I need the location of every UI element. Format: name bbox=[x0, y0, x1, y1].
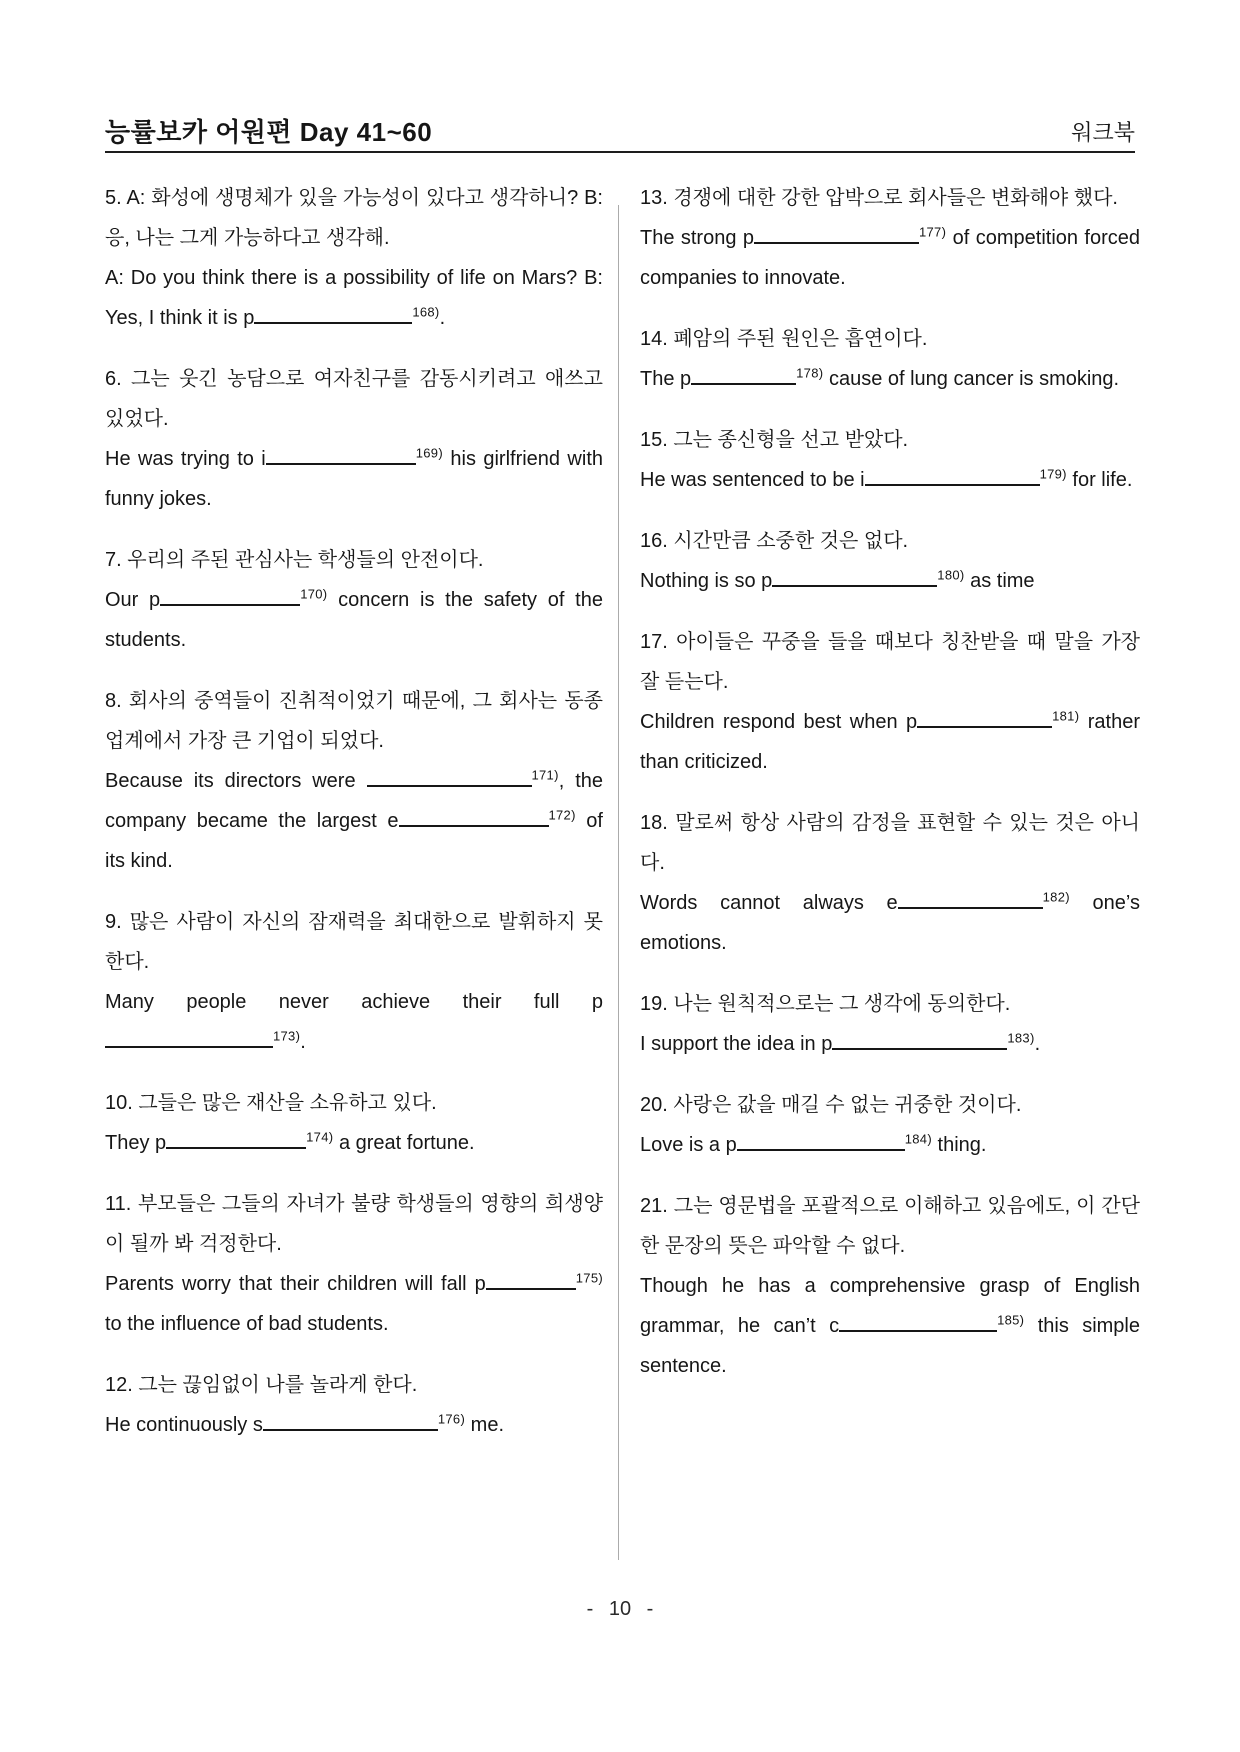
footnote-number: 185) bbox=[997, 1312, 1025, 1328]
english-text: cause of lung cancer is smoking. bbox=[823, 368, 1120, 390]
korean-sentence: 5. A: 화성에 생명체가 있을 가능성이 있다고 생각하니? B: 응, 나는 그게 가능하다고 생각해. bbox=[105, 187, 603, 249]
english-text: He was trying to i bbox=[105, 448, 266, 470]
english-text: one’s emotions. bbox=[640, 892, 1140, 954]
english-text: rather than criticized. bbox=[640, 711, 1140, 773]
answer-blank bbox=[917, 710, 1052, 728]
english-sentence bbox=[105, 1123, 603, 1163]
english-text: Parents worry that their children will fall p bbox=[105, 1273, 486, 1295]
page-title: 능률보카 어원편 Day 41~60 bbox=[105, 117, 433, 147]
english-text: Children respond best when p bbox=[640, 711, 918, 733]
english-text: Words cannot always e bbox=[640, 892, 898, 914]
answer-blank bbox=[865, 468, 1040, 486]
footnote-number: 176) bbox=[437, 1411, 466, 1427]
exercise-item bbox=[105, 540, 603, 660]
english-text: of competition forced companies to innovate. bbox=[640, 227, 1140, 289]
footnote-number: 171) bbox=[531, 767, 559, 783]
answer-blank bbox=[691, 367, 796, 385]
answer-blank bbox=[486, 1272, 576, 1290]
korean-sentence: 6. 그는 웃긴 농담으로 여자친구를 감동시키려고 애쓰고 있었다. bbox=[105, 368, 603, 430]
answer-blank bbox=[399, 809, 549, 827]
english-text: He continuously s bbox=[105, 1414, 263, 1436]
korean-sentence: 7. 우리의 주된 관심사는 학생들의 안전이다. bbox=[105, 549, 484, 571]
footnote-number: 174) bbox=[306, 1129, 334, 1145]
english-sentence bbox=[640, 1125, 1140, 1165]
korean-sentence: 12. 그는 끊임없이 나를 놀라게 한다. bbox=[105, 1374, 418, 1396]
english-sentence bbox=[105, 1264, 603, 1344]
korean-sentence: 10. 그들은 많은 재산을 소유하고 있다. bbox=[105, 1092, 437, 1114]
english-sentence bbox=[640, 883, 1140, 963]
english-text: , the company became the largest e bbox=[105, 770, 603, 832]
english-text: He was sentenced to be i bbox=[640, 469, 865, 491]
answer-blank bbox=[166, 1131, 306, 1149]
korean-sentence: 17. 아이들은 꾸중을 들을 때보다 칭찬받을 때 말을 가장 잘 듣는다. bbox=[640, 631, 1140, 693]
english-sentence bbox=[105, 580, 603, 660]
english-text: Love is a p bbox=[640, 1134, 737, 1156]
english-sentence bbox=[105, 258, 603, 338]
footnote-number: 180) bbox=[937, 567, 965, 583]
english-sentence bbox=[640, 218, 1140, 298]
header-right-label: 워크북 bbox=[1071, 120, 1135, 145]
exercise-item bbox=[640, 984, 1140, 1064]
english-text: . bbox=[300, 1031, 306, 1053]
answer-blank bbox=[737, 1133, 905, 1151]
answer-blank bbox=[754, 226, 919, 244]
exercise-item bbox=[640, 420, 1140, 500]
footnote-number: 172) bbox=[548, 807, 576, 823]
english-sentence bbox=[105, 439, 603, 519]
korean-sentence: 13. 경쟁에 대한 강한 압박으로 회사들은 변화해야 했다. bbox=[640, 187, 1118, 209]
english-text: thing. bbox=[931, 1134, 987, 1156]
korean-sentence: 21. 그는 영문법을 포괄적으로 이해하고 있음에도, 이 간단한 문장의 뜻은 파악할 수 없다. bbox=[640, 1195, 1140, 1257]
english-sentence bbox=[105, 761, 603, 881]
header-rule bbox=[105, 151, 1135, 153]
english-text: concern is the safety of the students. bbox=[105, 589, 603, 651]
answer-blank bbox=[266, 447, 416, 465]
english-text: Many people never achieve their full p bbox=[105, 991, 603, 1013]
footnote-number: 181) bbox=[1052, 708, 1080, 724]
answer-blank bbox=[839, 1314, 997, 1332]
footnote-number: 178) bbox=[796, 365, 824, 381]
answer-blank bbox=[160, 588, 300, 606]
exercise-item bbox=[640, 521, 1140, 601]
english-sentence bbox=[105, 1405, 603, 1445]
exercise-item bbox=[105, 1184, 603, 1344]
page-number: - 10 - bbox=[586, 1598, 654, 1620]
english-text: as time bbox=[964, 570, 1035, 592]
answer-blank bbox=[254, 306, 412, 324]
footnote-number: 177) bbox=[919, 224, 947, 240]
english-sentence bbox=[640, 561, 1140, 601]
answer-blank bbox=[367, 769, 532, 787]
english-sentence bbox=[640, 1024, 1140, 1064]
footnote-number: 168) bbox=[412, 304, 440, 320]
footnote-number: 184) bbox=[904, 1131, 932, 1147]
english-text: to the influence of bad students. bbox=[105, 1313, 389, 1335]
footnote-number: 169) bbox=[415, 445, 443, 461]
korean-sentence: 19. 나는 원칙적으로는 그 생각에 동의한다. bbox=[640, 993, 1011, 1015]
answer-blank bbox=[772, 569, 937, 587]
english-text: The p bbox=[640, 368, 692, 390]
footnote-number: 175) bbox=[575, 1270, 603, 1286]
english-sentence bbox=[640, 359, 1140, 399]
korean-sentence: 20. 사랑은 값을 매길 수 없는 귀중한 것이다. bbox=[640, 1094, 1022, 1116]
korean-sentence: 18. 말로써 항상 사람의 감정을 표현할 수 있는 것은 아니다. bbox=[640, 812, 1140, 874]
exercise-item bbox=[105, 1365, 603, 1445]
exercise-item bbox=[640, 622, 1140, 782]
korean-sentence: 11. 부모들은 그들의 자녀가 불량 학생들의 영향의 희생양이 될까 봐 걱정한다. bbox=[105, 1193, 603, 1255]
english-text: I support the idea in p bbox=[640, 1033, 833, 1055]
answer-blank bbox=[105, 1030, 273, 1048]
left-column bbox=[105, 178, 603, 1466]
english-text: They p bbox=[105, 1132, 167, 1154]
english-text: Nothing is so p bbox=[640, 570, 773, 592]
answer-blank bbox=[832, 1032, 1007, 1050]
column-divider bbox=[618, 205, 619, 1560]
exercise-item bbox=[105, 1083, 603, 1163]
answer-blank bbox=[898, 891, 1043, 909]
exercise-item bbox=[640, 1186, 1140, 1386]
exercise-item bbox=[105, 681, 603, 881]
english-sentence bbox=[640, 1266, 1140, 1386]
english-text: . bbox=[1034, 1033, 1041, 1055]
footnote-number: 170) bbox=[300, 586, 328, 602]
english-text: his girlfriend with funny jokes. bbox=[105, 448, 603, 510]
footnote-number: 182) bbox=[1042, 889, 1070, 905]
exercise-item bbox=[105, 178, 603, 338]
english-text: . bbox=[439, 307, 446, 329]
english-text: The strong p bbox=[640, 227, 754, 249]
english-sentence bbox=[640, 702, 1140, 782]
exercise-item bbox=[640, 178, 1140, 298]
english-text: Our p bbox=[105, 589, 161, 611]
exercise-item bbox=[105, 902, 603, 1062]
footnote-number: 183) bbox=[1007, 1030, 1035, 1046]
right-column bbox=[640, 178, 1140, 1407]
korean-sentence: 16. 시간만큼 소중한 것은 없다. bbox=[640, 530, 909, 552]
exercise-item bbox=[640, 803, 1140, 963]
answer-blank bbox=[263, 1413, 438, 1431]
english-sentence bbox=[105, 982, 603, 1062]
exercise-item bbox=[105, 359, 603, 519]
korean-sentence: 8. 회사의 중역들이 진취적이었기 때문에, 그 회사는 동종업계에서 가장 큰 기업이 되었다. bbox=[105, 690, 603, 752]
exercise-item bbox=[640, 1085, 1140, 1165]
english-text: of its kind. bbox=[105, 810, 603, 872]
korean-sentence: 15. 그는 종신형을 선고 받았다. bbox=[640, 429, 909, 451]
english-text: me. bbox=[465, 1414, 505, 1436]
english-text: A: Do you think there is a possibility of life on Mars? B: Yes, I think it is p bbox=[105, 267, 603, 329]
korean-sentence: 14. 폐암의 주된 원인은 흡연이다. bbox=[640, 328, 928, 350]
english-text: Because its directors were bbox=[105, 770, 367, 792]
korean-sentence: 9. 많은 사람이 자신의 잠재력을 최대한으로 발휘하지 못한다. bbox=[105, 911, 603, 973]
footnote-number: 179) bbox=[1039, 466, 1067, 482]
english-text: Though he has a comprehensive grasp of English grammar, he can’t c bbox=[640, 1275, 1140, 1337]
english-text: a great fortune. bbox=[333, 1132, 475, 1154]
english-sentence bbox=[640, 460, 1140, 500]
exercise-item bbox=[640, 319, 1140, 399]
english-text: this simple sentence. bbox=[640, 1315, 1141, 1377]
footnote-number: 173) bbox=[273, 1028, 301, 1044]
english-text: for life. bbox=[1066, 469, 1133, 491]
